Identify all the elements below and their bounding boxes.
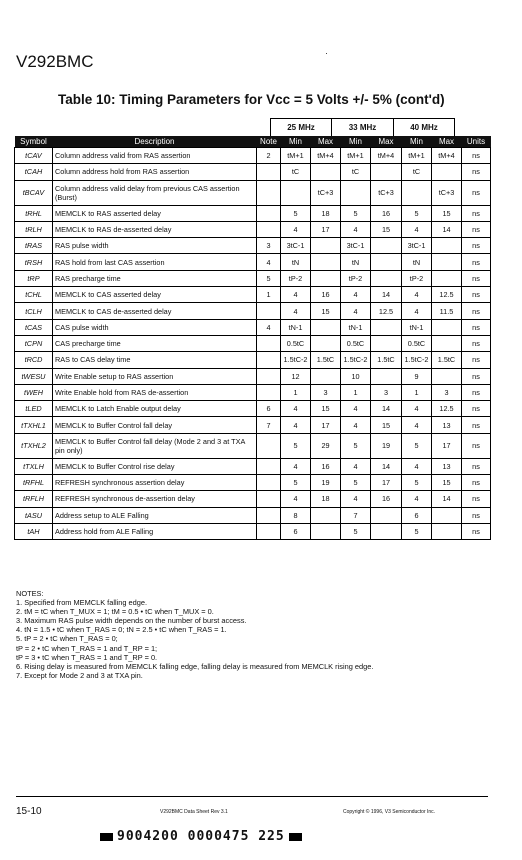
note-cell: 5 [257,270,281,286]
value-cell [371,319,402,335]
table-row [15,523,491,539]
value-cell [371,523,402,539]
units-cell: ns [462,148,491,164]
column-header: Max [371,136,402,148]
column-header: Description [53,136,257,148]
value-cell: tC+3 [371,180,402,205]
value-cell: 0.5tC [341,335,371,351]
value-cell [311,238,341,254]
value-cell: 12 [281,368,311,384]
value-cell: 0.5tC [402,335,432,351]
footer-copyright: Copyright © 1996, V3 Semiconductor Inc. [343,809,436,815]
description-cell: CAS pulse width [53,319,257,335]
value-cell: 1 [281,384,311,400]
value-cell: 1.5tC-2 [402,352,432,368]
note-cell [257,164,281,180]
value-cell: 17 [311,221,341,237]
value-cell: 4 [281,458,311,474]
value-cell: tN-1 [281,319,311,335]
value-cell [371,335,402,351]
value-cell: 3 [311,384,341,400]
value-cell: 10 [341,368,371,384]
note-cell [257,433,281,458]
value-cell: 5 [402,433,432,458]
value-cell: 5 [281,433,311,458]
value-cell: 5 [402,475,432,491]
units-cell: ns [462,417,491,433]
description-cell: Write Enable hold from RAS de-assertion [53,384,257,400]
value-cell: tC [341,164,371,180]
value-cell [432,368,462,384]
value-cell [311,270,341,286]
units-cell: ns [462,352,491,368]
units-cell: ns [462,433,491,458]
symbol-cell: tRLH [15,221,53,237]
units-cell: ns [462,384,491,400]
description-cell: REFRESH synchronous de-assertion delay [53,491,257,507]
value-cell: 29 [311,433,341,458]
units-cell: ns [462,523,491,539]
value-cell: 1.5tC [371,352,402,368]
units-cell: ns [462,221,491,237]
column-header: Min [341,136,371,148]
description-cell: Write Enable setup to RAS assertion [53,368,257,384]
value-cell: tN-1 [341,319,371,335]
column-header: Units [462,136,491,148]
description-cell: MEMCLK to Latch Enable output delay [53,401,257,417]
column-header-row [15,136,491,148]
value-cell: 4 [341,458,371,474]
value-cell: 19 [371,433,402,458]
value-cell [311,335,341,351]
note-line: tP = 3 • tC when T_RAS = 1 and T_RP = 0. [16,652,158,662]
value-cell: tN [281,254,311,270]
value-cell: 6 [281,523,311,539]
value-cell [311,164,341,180]
table-row [15,238,491,254]
symbol-cell: tRFLH [15,491,53,507]
symbol-cell: tTXHL1 [15,417,53,433]
units-cell: ns [462,254,491,270]
note-cell: 6 [257,401,281,417]
value-cell: 15 [371,417,402,433]
symbol-cell: tRCD [15,352,53,368]
note-cell [257,352,281,368]
value-cell: 5 [341,433,371,458]
value-cell: 4 [281,221,311,237]
value-cell: 0.5tC [281,335,311,351]
note-cell: 1 [257,287,281,303]
description-cell: MEMCLK to RAS asserted delay [53,205,257,221]
table-row [15,319,491,335]
symbol-cell: tCAH [15,164,53,180]
value-cell: 1.5tC [432,352,462,368]
value-cell: 12.5 [371,303,402,319]
description-cell: MEMCLK to Buffer Control fall delay [53,417,257,433]
table-row [15,433,491,458]
table-row [15,221,491,237]
value-cell: 16 [311,458,341,474]
barcode-text: 9004200 0000475 225 [117,829,285,844]
value-cell: 4 [402,491,432,507]
value-cell: tM+4 [311,148,341,164]
value-cell [371,507,402,523]
value-cell: 3 [432,384,462,400]
units-cell: ns [462,270,491,286]
note-cell: 3 [257,238,281,254]
value-cell: 5 [281,205,311,221]
table-row [15,270,491,286]
description-cell: RAS pulse width [53,238,257,254]
value-cell: tM+1 [402,148,432,164]
units-cell: ns [462,303,491,319]
value-cell: 18 [311,491,341,507]
value-cell: 4 [281,287,311,303]
symbol-cell: tASU [15,507,53,523]
freq-25: 25 MHz [271,119,332,137]
value-cell: 4 [281,417,311,433]
note-cell [257,205,281,221]
value-cell: 4 [281,401,311,417]
value-cell: 4 [341,287,371,303]
value-cell [371,254,402,270]
description-cell: MEMCLK to CAS de-asserted delay [53,303,257,319]
value-cell: 18 [311,205,341,221]
value-cell: 1 [341,384,371,400]
description-cell: Column address hold from RAS assertion [53,164,257,180]
value-cell: 17 [311,417,341,433]
value-cell [341,180,371,205]
description-cell: Column address valid from RAS assertion [53,148,257,164]
value-cell: 3 [371,384,402,400]
value-cell: tM+4 [432,148,462,164]
units-cell: ns [462,319,491,335]
value-cell: 16 [371,491,402,507]
symbol-cell: tTXLH [15,458,53,474]
symbol-cell: tCAS [15,319,53,335]
note-line: tP = 2 • tC when T_RAS = 1 and T_RP = 1; [16,643,158,653]
units-cell: ns [462,401,491,417]
timing-rows [15,148,491,540]
value-cell [432,254,462,270]
table-row [15,335,491,351]
note-line: 4. tN = 1.5 • tC when T_RAS = 0; tN = 2.5 • tC when T_RAS = 1. [16,625,227,635]
units-cell: ns [462,491,491,507]
value-cell: 4 [341,303,371,319]
note-line: NOTES: [16,589,44,598]
symbol-cell: tCLH [15,303,53,319]
description-cell: MEMCLK to RAS de-asserted delay [53,221,257,237]
table-row [15,254,491,270]
symbol-cell: tRSH [15,254,53,270]
units-cell: ns [462,507,491,523]
value-cell [311,507,341,523]
symbol-cell: tBCAV [15,180,53,205]
value-cell: 4 [402,458,432,474]
value-cell: tC+3 [432,180,462,205]
value-cell [311,254,341,270]
symbol-cell: tRP [15,270,53,286]
value-cell [311,319,341,335]
value-cell: 1 [402,384,432,400]
value-cell: 3tC-1 [341,238,371,254]
value-cell [432,335,462,351]
value-cell [311,523,341,539]
value-cell: 4 [341,401,371,417]
note-line: 2. tM = tC when T_MUX = 1; tM = 0.5 • tC when T_MUX = 0. [16,607,214,617]
note-cell: 2 [257,148,281,164]
value-cell: tM+4 [371,148,402,164]
note-line: 6. Rising delay is measured from MEMCLK falling edge, falling delay is measured from MEMCLK rising edge. [16,661,374,671]
value-cell: 13 [432,417,462,433]
freq-33: 33 MHz [332,119,394,137]
page-header: V292BMC [16,52,94,71]
note-cell [257,475,281,491]
value-cell [432,164,462,180]
value-cell: 16 [311,287,341,303]
value-cell [371,270,402,286]
symbol-cell: tWEH [15,384,53,400]
value-cell: 4 [402,417,432,433]
symbol-cell: tRFHL [15,475,53,491]
value-cell [432,319,462,335]
note-cell [257,491,281,507]
symbol-cell: tRAS [15,238,53,254]
description-cell: MEMCLK to Buffer Control fall delay (Mode 2 and 3 at TXA pin only) [53,433,257,458]
value-cell: 5 [341,475,371,491]
value-cell: 12.5 [432,287,462,303]
value-cell: 15 [432,205,462,221]
symbol-cell: tWESU [15,368,53,384]
column-header: Max [432,136,462,148]
value-cell [281,180,311,205]
column-header: Symbol [15,136,53,148]
value-cell: tC+3 [311,180,341,205]
value-cell: 15 [371,221,402,237]
value-cell: tP-2 [402,270,432,286]
value-cell: 3tC-1 [281,238,311,254]
column-header: Min [281,136,311,148]
scan-speck [326,53,327,54]
value-cell [432,270,462,286]
value-cell: tN [341,254,371,270]
footer-rule [16,796,488,797]
symbol-cell: tCPN [15,335,53,351]
table-row [15,303,491,319]
description-cell: MEMCLK to Buffer Control rise delay [53,458,257,474]
note-cell [257,523,281,539]
description-cell: RAS to CAS delay time [53,352,257,368]
value-cell: 4 [341,221,371,237]
symbol-cell: tAH [15,523,53,539]
note-cell: 4 [257,254,281,270]
value-cell: 4 [341,491,371,507]
column-header: Min [402,136,432,148]
description-cell: MEMCLK to CAS asserted delay [53,287,257,303]
value-cell: 8 [281,507,311,523]
units-cell: ns [462,335,491,351]
value-cell [311,368,341,384]
value-cell: 14 [371,458,402,474]
table-row [15,458,491,474]
value-cell: 14 [432,491,462,507]
value-cell: 4 [281,491,311,507]
barcode-strip [96,829,306,844]
table-row [15,287,491,303]
value-cell: 1.5tC-2 [341,352,371,368]
table-row [15,148,491,164]
table-row [15,491,491,507]
symbol-cell: tCAV [15,148,53,164]
value-cell: 4 [341,417,371,433]
table-row [15,417,491,433]
description-cell: REFRESH synchronous assertion delay [53,475,257,491]
value-cell: tP-2 [281,270,311,286]
table-row [15,507,491,523]
footer-doc-name: V292BMC Data Sheet Rev 3.1 [160,809,228,815]
description-cell: Address setup to ALE Falling [53,507,257,523]
value-cell: tM+1 [281,148,311,164]
value-cell: 5 [341,205,371,221]
value-cell: 4 [402,303,432,319]
notes [16,589,373,680]
frequency-header [270,118,455,137]
units-cell: ns [462,205,491,221]
note-line: 7. Except for Mode 2 and 3 at TXA pin. [16,670,143,680]
value-cell [402,180,432,205]
value-cell [371,164,402,180]
symbol-cell: tRHL [15,205,53,221]
units-cell: ns [462,238,491,254]
note-cell [257,221,281,237]
column-header: Max [311,136,341,148]
value-cell: 14 [432,221,462,237]
note-line: 5. tP = 2 • tC when T_RAS = 0; [16,634,118,644]
units-cell: ns [462,180,491,205]
value-cell: 17 [432,433,462,458]
value-cell: 5 [402,205,432,221]
barcode-block-right [289,833,302,841]
value-cell: 4 [402,401,432,417]
symbol-cell: tCHL [15,287,53,303]
note-cell [257,180,281,205]
value-cell: 19 [311,475,341,491]
value-cell: tN [402,254,432,270]
value-cell: tP-2 [341,270,371,286]
table-row [15,368,491,384]
note-cell [257,458,281,474]
value-cell: tC [281,164,311,180]
column-header: Note [257,136,281,148]
units-cell: ns [462,287,491,303]
units-cell: ns [462,164,491,180]
freq-40: 40 MHz [394,119,455,137]
value-cell: 14 [371,287,402,303]
value-cell: 9 [402,368,432,384]
note-cell [257,368,281,384]
value-cell: 14 [371,401,402,417]
value-cell: 1.5tC [311,352,341,368]
value-cell: 6 [402,507,432,523]
value-cell [371,238,402,254]
units-cell: ns [462,458,491,474]
value-cell: 5 [402,523,432,539]
value-cell: 5 [341,523,371,539]
value-cell: tC [402,164,432,180]
note-line: 3. Maximum RAS pulse width depends on the number of burst access. [16,616,247,626]
note-cell: 7 [257,417,281,433]
note-cell [257,303,281,319]
value-cell: 15 [432,475,462,491]
table-row [15,401,491,417]
value-cell: tN-1 [402,319,432,335]
value-cell: 15 [311,401,341,417]
table-row [15,352,491,368]
timing-table [14,136,491,540]
value-cell [432,523,462,539]
symbol-cell: tLED [15,401,53,417]
note-cell [257,384,281,400]
description-cell: Column address valid delay from previous CAS assertion (Burst) [53,180,257,205]
value-cell: 3tC-1 [402,238,432,254]
value-cell: 13 [432,458,462,474]
value-cell: 4 [402,221,432,237]
table-row [15,180,491,205]
table-row [15,475,491,491]
table-row [15,205,491,221]
note-cell [257,335,281,351]
value-cell: 1.5tC-2 [281,352,311,368]
table-row [15,384,491,400]
value-cell: 16 [371,205,402,221]
value-cell: 5 [281,475,311,491]
description-cell: CAS precharge time [53,335,257,351]
page-number: 15-10 [16,806,42,817]
table-row [15,164,491,180]
description-cell: Address hold from ALE Falling [53,523,257,539]
value-cell: 4 [281,303,311,319]
note-line: 1. Specified from MEMCLK falling edge. [16,598,148,608]
value-cell: 4 [402,287,432,303]
symbol-cell: tTXHL2 [15,433,53,458]
value-cell [432,507,462,523]
value-cell: 15 [311,303,341,319]
units-cell: ns [462,368,491,384]
value-cell: 12.5 [432,401,462,417]
table-title: Table 10: Timing Parameters for Vcc = 5 Volts +/- 5% (cont'd) [58,92,445,107]
value-cell: 11.5 [432,303,462,319]
units-cell: ns [462,475,491,491]
value-cell [432,238,462,254]
value-cell [371,368,402,384]
value-cell: tM+1 [341,148,371,164]
barcode-block-left [100,833,113,841]
value-cell: 7 [341,507,371,523]
note-cell [257,507,281,523]
description-cell: RAS hold from last CAS assertion [53,254,257,270]
value-cell: 17 [371,475,402,491]
description-cell: RAS precharge time [53,270,257,286]
note-cell: 4 [257,319,281,335]
